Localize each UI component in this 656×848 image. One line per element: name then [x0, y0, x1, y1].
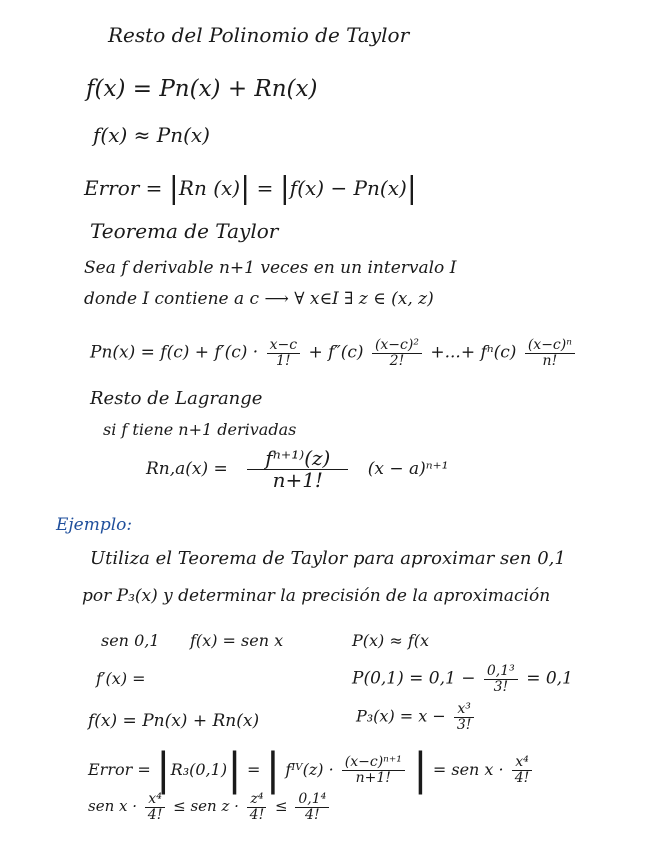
fraction-numerator: z⁴ [247, 792, 266, 808]
example-derivative: f′(x) = [96, 669, 146, 688]
formula-part: fᴵⱽ(z) · [285, 759, 334, 779]
fraction-denominator: n+1! [355, 769, 391, 786]
abs-bar: | [279, 171, 290, 206]
fraction [484, 664, 518, 694]
abs-bar: | [412, 744, 428, 795]
fraction [512, 755, 533, 785]
remainder-term: R₃(0,1) [170, 759, 228, 779]
fraction-denominator: 4! [514, 769, 530, 786]
formula-part: +...+ fⁿ(c) [430, 342, 517, 363]
formula-part: = sen x · [432, 759, 504, 779]
taylor-polynomial-formula [90, 338, 578, 368]
equals-sign: = [246, 759, 261, 779]
abs-bar: | [240, 171, 251, 206]
fraction-numerator: (x−c)ⁿ⁺¹ [342, 755, 405, 771]
fraction-numerator: x³ [454, 702, 474, 718]
abs-bar: | [168, 171, 179, 206]
example-text-line-2: por P₃(x) y determinar la precisión de la aproximación [82, 586, 551, 606]
fraction-denominator: 2! [389, 352, 405, 369]
example-p-evaluation [352, 664, 573, 694]
fraction-denominator: 4! [147, 806, 163, 823]
page-title: Resto del Polinomio de Taylor [108, 23, 410, 47]
equation-approximation: f(x) ≈ Pn(x) [93, 123, 210, 147]
formula-part: = 0,1 [526, 668, 573, 689]
fraction-denominator: n+1! [272, 468, 323, 492]
formula-part: Pn(x) = f(c) + f′(c) · [90, 342, 259, 363]
formula-part: ≤ sen z · [173, 797, 239, 816]
example-function: f(x) = sen x [190, 631, 284, 650]
equation-error-definition [84, 172, 417, 207]
formula-part: sen x · [88, 797, 137, 816]
fraction-denominator: 1! [276, 352, 291, 369]
example-inequality-chain [88, 792, 332, 822]
fraction [372, 338, 422, 368]
example-p3-definition [356, 702, 477, 732]
fraction [525, 338, 575, 368]
heading-lagrange-remainder: Resto de Lagrange [90, 388, 263, 409]
error-label: Error = [84, 175, 163, 200]
equals-sign: = [256, 175, 274, 200]
formula-part: Rn,a(x) = [146, 459, 228, 479]
fraction-numerator: 0,1⁴ [295, 792, 329, 808]
fraction-numerator: x⁴ [145, 792, 165, 808]
fraction-denominator: 3! [493, 678, 509, 695]
formula-part: ≤ [275, 797, 288, 816]
abs-bar: | [406, 171, 417, 206]
fraction-numerator: 0,1³ [484, 664, 518, 680]
heading-taylor-theorem: Teorema de Taylor [90, 219, 279, 243]
fraction [247, 792, 268, 822]
example-approx: P(x) ≈ f(x [352, 631, 430, 650]
fraction-denominator: 3! [456, 716, 472, 733]
abs-bar: | [227, 744, 242, 795]
fraction [342, 755, 405, 785]
difference-term: f(x) − Pn(x) [289, 175, 407, 200]
example-heading: Ejemplo: [56, 515, 133, 535]
example-decomposition: f(x) = Pn(x) + Rn(x) [88, 711, 260, 731]
formula-part: P₃(x) = x − [356, 706, 446, 726]
abs-bar: | [265, 744, 281, 795]
remainder-term: Rn (x) [178, 175, 241, 200]
fraction-numerator: x⁴ [512, 755, 532, 771]
fraction [454, 702, 475, 732]
example-sen-value: sen 0,1 [101, 631, 160, 650]
fraction-numerator: fⁿ⁺¹⁾(z) [247, 448, 348, 470]
fraction-denominator: 4! [249, 806, 265, 823]
error-label: Error = [88, 759, 151, 779]
fraction [247, 448, 348, 491]
formula-part: (x − a)ⁿ⁺¹ [367, 459, 449, 479]
fraction [295, 792, 329, 822]
fraction-numerator: x−c [267, 338, 300, 354]
fraction-numerator: (x−c)² [372, 338, 422, 354]
fraction-numerator: (x−c)ⁿ [525, 338, 575, 354]
example-text-line-1: Utiliza el Teorema de Taylor para aproximar sen 0,1 [90, 548, 566, 569]
formula-part: + f″(c) [308, 342, 364, 363]
formula-part: P(0,1) = 0,1 − [352, 668, 476, 689]
theorem-statement-line-2: donde I contiene a c ⟶ ∀ x∈I ∃ z ∈ (x, z) [84, 289, 434, 309]
fraction [267, 338, 300, 368]
fraction [145, 792, 166, 822]
example-error-bound [88, 745, 535, 796]
theorem-statement-line-1: Sea f derivable n+1 veces en un intervalo I [84, 258, 457, 278]
lagrange-condition: si f tiene n+1 derivadas [103, 420, 297, 439]
equation-taylor-decomposition: f(x) = Pn(x) + Rn(x) [86, 76, 318, 102]
lagrange-remainder-formula [146, 448, 448, 491]
abs-bar: | [155, 744, 171, 795]
fraction-denominator: n! [542, 352, 558, 369]
fraction-denominator: 4! [305, 806, 320, 823]
